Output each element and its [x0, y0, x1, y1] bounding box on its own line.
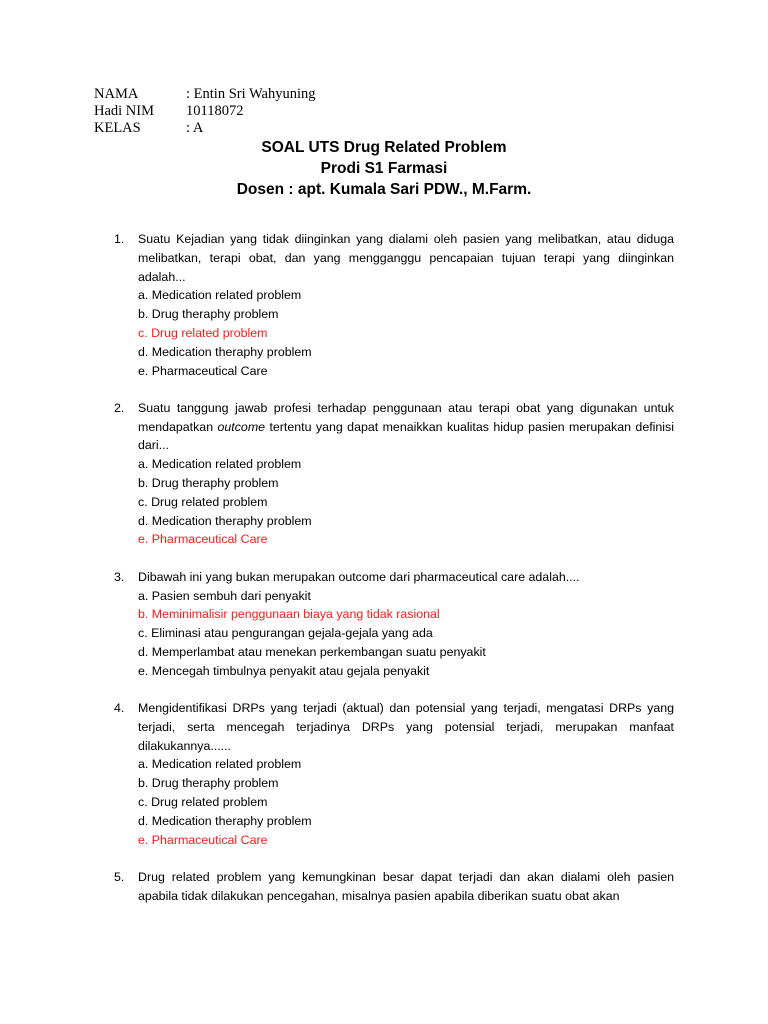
question-text-start: Suatu tanggung jawab profesi terhadap penggunaan atau terapi obat yang digunakan untuk mendapatkan	[138, 400, 674, 434]
option-a: a. Medication related problem	[138, 757, 302, 772]
student-name-label: NAMA	[94, 86, 139, 102]
question-2	[114, 399, 674, 549]
option-a: a. Medication related problem	[138, 457, 302, 472]
student-name-row	[94, 86, 315, 103]
exam-program: Prodi S1 Farmasi	[320, 160, 448, 177]
student-class-value: : A	[186, 120, 204, 136]
question-text: Drug related problem yang kemungkinan besar dapat terjadi dan akan dialami oleh pasien apabila tidak dilakukan pencegahan, misalnya pasien apabila diberikan suatu obat akan	[138, 869, 674, 903]
question-list	[114, 230, 674, 924]
option-c: c. Drug related problem	[138, 795, 268, 810]
option-e: e. Mencegah timbulnya penyakit atau gejala penyakit	[138, 663, 430, 678]
option-c-correct: c. Drug related problem	[138, 325, 268, 340]
option-d: d. Medication theraphy problem	[138, 813, 312, 828]
question-text-italic: outcome	[217, 419, 266, 434]
question-text: Mengidentifikasi DRPs yang terjadi (aktual) dan potensial yang terjadi, mengatasi DRPs yang terjadi, serta mencegah terjadinya DRPs yang potensial terjadi, merupakan manfaat dilakukannya......	[138, 701, 674, 753]
question-text-end: tertentu yang dapat menaikkan kualitas hidup pasien merupakan definisi dari...	[138, 419, 675, 453]
option-c: c. Drug related problem	[138, 494, 268, 509]
exam-lecturer: Dosen : apt. Kumala Sari PDW., M.Farm.	[236, 181, 532, 198]
question-number: 1.	[114, 232, 125, 246]
exam-title: SOAL UTS Drug Related Problem	[261, 139, 507, 156]
option-b: b. Drug theraphy problem	[138, 776, 279, 791]
option-d: d. Memperlambat atau menekan perkembangan suatu penyakit	[138, 644, 486, 659]
student-name-value: : Entin Sri Wahyuning	[186, 86, 316, 102]
question-number: 5.	[114, 869, 125, 884]
question-1	[114, 230, 674, 380]
question-number: 4.	[114, 701, 125, 716]
question-text: Suatu Kejadian yang tidak diinginkan yang dialami oleh pasien yang melibatkan, atau diduga melibatkan, terapi obat, dan yang mengganggu pencapaian tujuan terapi yang diinginkan adalah...	[138, 232, 674, 284]
student-class-label: KELAS	[94, 120, 141, 136]
option-b: b. Drug theraphy problem	[138, 307, 279, 322]
option-e: e. Pharmaceutical Care	[138, 363, 268, 378]
option-d: d. Medication theraphy problem	[138, 513, 312, 528]
student-class-row	[94, 120, 315, 137]
question-number: 2.	[114, 400, 125, 415]
question-text	[138, 399, 674, 455]
option-b: b. Drug theraphy problem	[138, 476, 279, 491]
option-a: a. Medication related problem	[138, 288, 302, 303]
question-3	[114, 568, 674, 681]
question-text: Dibawah ini yang bukan merupakan outcome dari pharmaceutical care adalah....	[138, 569, 580, 584]
question-number: 3.	[114, 569, 125, 584]
option-b-correct: b. Meminimalisir penggunaan biaya yang tidak rasional	[138, 607, 440, 622]
option-c: c. Eliminasi atau pengurangan gejala-gejala yang ada	[138, 626, 433, 641]
exam-header	[0, 137, 768, 200]
student-nim-row	[94, 103, 315, 120]
student-info	[94, 86, 315, 137]
question-5	[114, 868, 674, 906]
option-a: a. Pasien sembuh dari penyakit	[138, 588, 311, 603]
option-e-correct: e. Pharmaceutical Care	[138, 832, 268, 847]
student-nim-value: 10118072	[186, 103, 244, 119]
option-e-correct: e. Pharmaceutical Care	[138, 532, 268, 547]
option-d: d. Medication theraphy problem	[138, 344, 312, 359]
student-nim-label: Hadi NIM	[94, 103, 155, 119]
question-4	[114, 699, 674, 849]
